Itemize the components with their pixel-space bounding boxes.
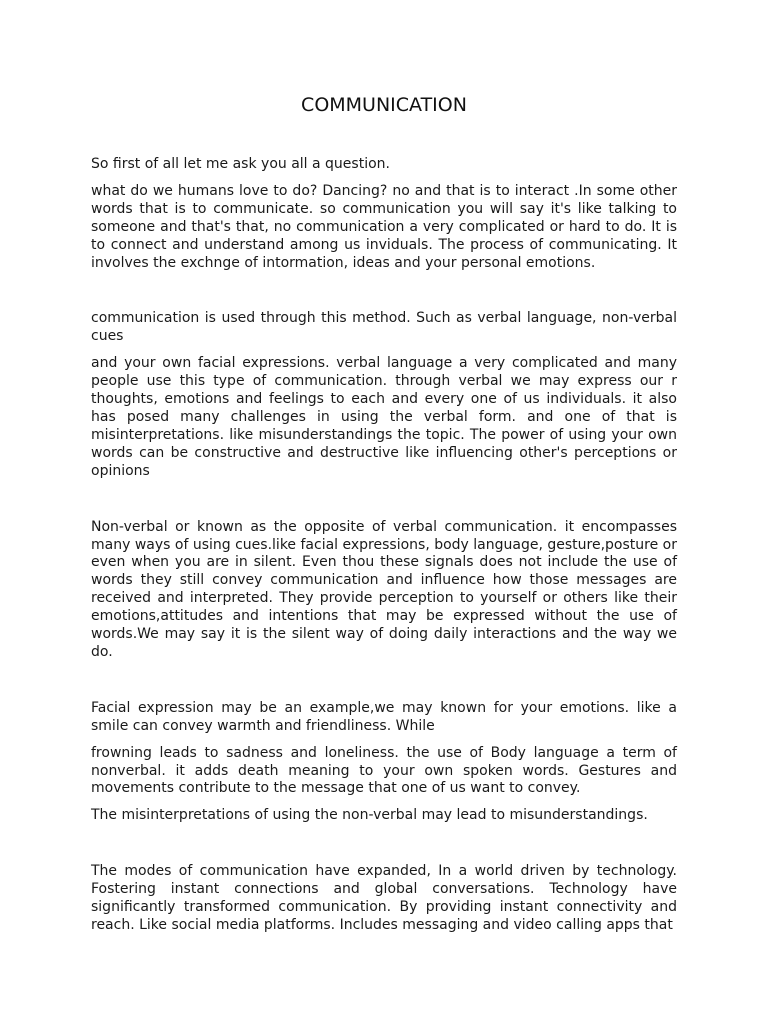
paragraph-spacer <box>91 174 677 183</box>
paragraph-spacer <box>91 798 677 807</box>
paragraph-spacer <box>91 736 677 745</box>
section-spacer <box>91 481 677 519</box>
page-title: COMMUNICATION <box>301 94 467 116</box>
section-spacer <box>91 272 677 310</box>
section-spacer <box>91 825 677 863</box>
paragraph-intro-question: So first of all let me ask you all a question. <box>91 156 390 172</box>
paragraph-technology: The modes of communication have expanded, In a world driven by technology. Fostering instant connections and global conversations. Technology have significantly transformed communication. By providing instant connectivity and reach. Like social media platforms. Includes messaging and video calling apps that <box>91 863 677 933</box>
paragraph-body-language: frowning leads to sadness and loneliness. the use of Body language a term of nonverbal. it adds death meaning to your own spoken words. Gestures and movements contribute to the message that one of us want to convey. <box>91 744 677 797</box>
paragraph-facial-expression: Facial expression may be an example,we may known for your emotions. like a smile can convey warmth and friendliness. While <box>91 699 677 734</box>
paragraph-methods: communication is used through this method. Such as verbal language, non-verbal cues <box>91 310 677 345</box>
document-body <box>91 156 677 935</box>
paragraph-interact: what do we humans love to do? Dancing? no and that is to interact .In some other words that is to communicate. so communication you will say it's like talking to someone and that's that, no communication a very complicated or hard to do. It is to connect and understand among us inviduals. The process of communicating. It involves the exchnge of intormation, ideas and your personal emotions. <box>91 182 677 271</box>
paragraph-verbal: and your own facial expressions. verbal language a very complicated and many people use this type of communication. through verbal we may express our r thoughts, emotions and feelings to each and every one of us individuals. it also has posed many challenges in using the verbal form. and one of that is misinterpretations. like misunderstandings the topic. The power of using your own words can be constructive and destructive like influencing other's perceptions or opinions <box>91 355 677 479</box>
paragraph-spacer <box>91 346 677 355</box>
paragraph-non-verbal: Non-verbal or known as the opposite of verbal communication. it encompasses many ways of using cues.like facial expressions, body language, gesture,posture or even when you are in silent. Even thou these signals does not include the use of words they still convey communication and influence how those messages are received and interpreted. They provide perception to yourself or others like their emotions,attitudes and intentions that may be expressed without the use of words.We may say it is the silent way of doing daily interactions and the way we do. <box>91 518 677 660</box>
paragraph-misinterpretations: The misinterpretations of using the non-verbal may lead to misunderstandings. <box>91 807 648 824</box>
section-spacer <box>91 662 677 700</box>
